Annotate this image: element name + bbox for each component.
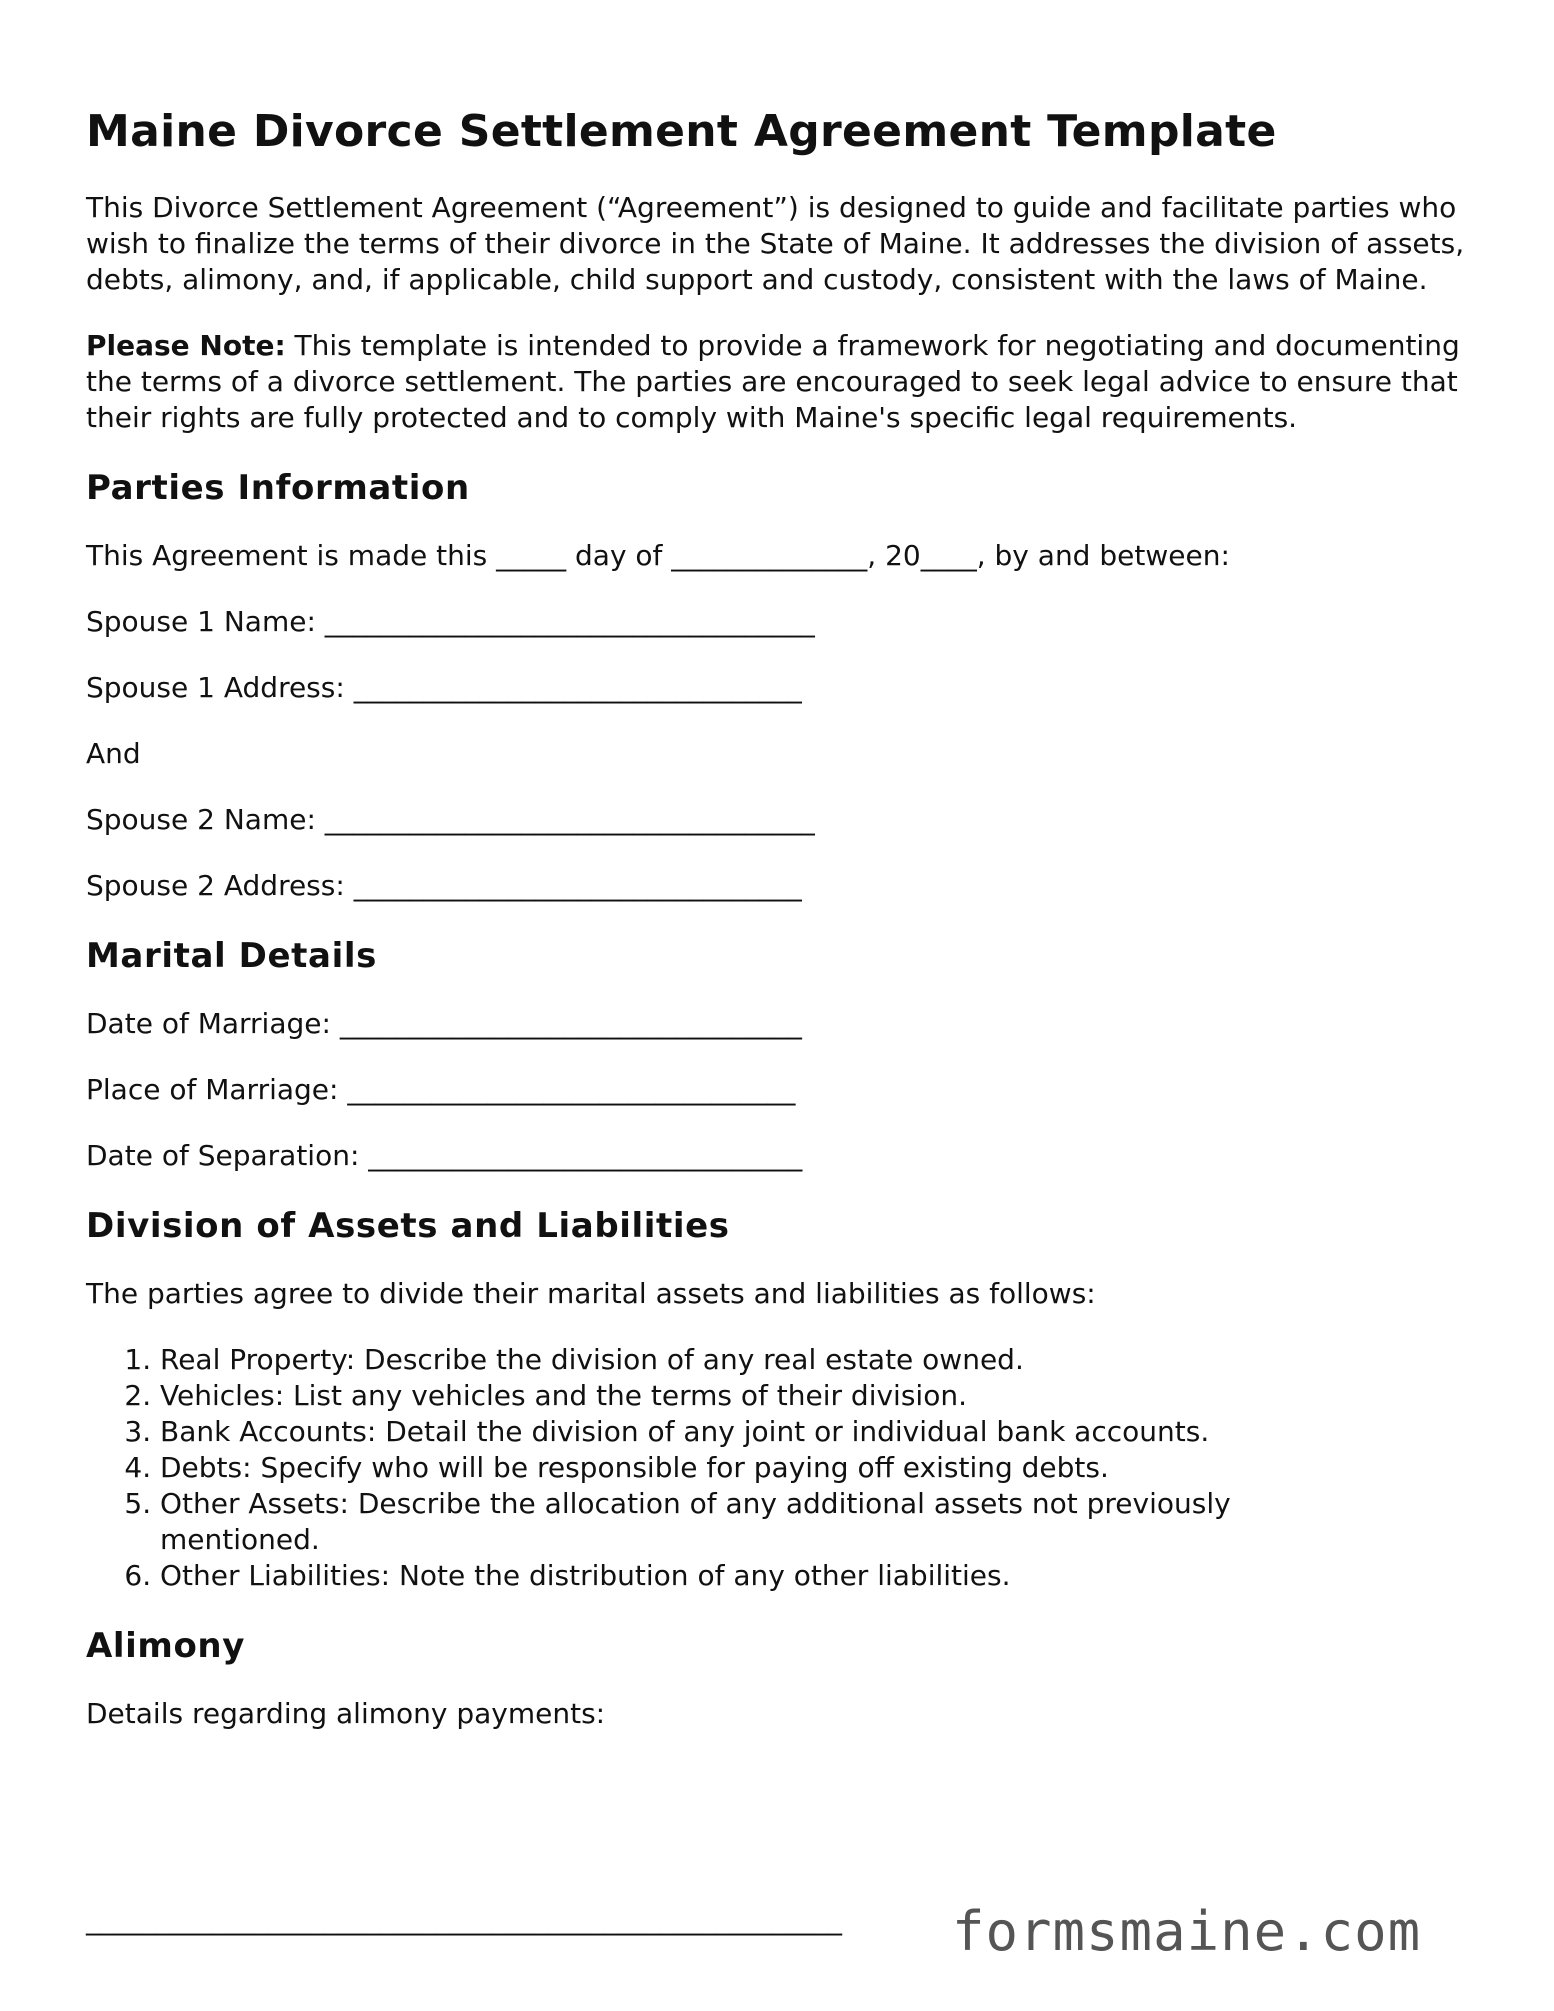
spouse1-address-field: Spouse 1 Address: ________________________________ xyxy=(86,671,802,704)
and-text: And xyxy=(86,737,141,770)
alimony-blank-line: ______________________________________________________ xyxy=(86,1903,842,1936)
division-intro: The parties agree to divide their marital assets and liabilities as follows: xyxy=(86,1277,1096,1310)
list-item: 6. Other Liabilities: Note the distribution of any other liabilities. xyxy=(160,1558,1390,1594)
watermark: formsmaine.com xyxy=(952,1900,1422,1963)
spouse1-name-field: Spouse 1 Name: ___________________________________ xyxy=(86,605,815,638)
list-item: 1. Real Property: Describe the division of any real estate owned. xyxy=(160,1342,1390,1378)
note-paragraph xyxy=(86,328,1466,436)
document-page xyxy=(86,104,1466,1762)
list-item: 3. Bank Accounts: Detail the division of any joint or individual bank accounts. xyxy=(160,1414,1390,1450)
alimony-heading: Alimony xyxy=(86,1626,245,1666)
note-label: Please Note: xyxy=(86,329,286,362)
document-title: Maine Divorce Settlement Agreement Template xyxy=(86,106,1277,157)
list-item: 2. Vehicles: List any vehicles and the terms of their division. xyxy=(160,1378,1390,1414)
agreement-date-line: This Agreement is made this _____ day of ______________, 20____, by and between: xyxy=(86,539,1230,572)
alimony-details-label: Details regarding alimony payments: xyxy=(86,1697,606,1730)
date-of-separation-field: Date of Separation: _______________________________ xyxy=(86,1139,803,1172)
intro-paragraph: This Divorce Settlement Agreement (“Agreement”) is designed to guide and facilitate parties who wish to finalize the terms of their divorce in the State of Maine. It addresses the division of assets, debts, alimony, and, if applicable, child support and custody, consistent with the laws of Maine. xyxy=(86,191,1465,296)
date-of-marriage-field: Date of Marriage: _________________________________ xyxy=(86,1007,802,1040)
list-item: 4. Debts: Specify who will be responsible for paying off existing debts. xyxy=(160,1450,1390,1486)
division-heading: Division of Assets and Liabilities xyxy=(86,1206,730,1246)
list-item: 5. Other Assets: Describe the allocation of any additional assets not previously mentioned. xyxy=(160,1486,1390,1558)
parties-heading: Parties Information xyxy=(86,468,470,508)
place-of-marriage-field: Place of Marriage: ________________________________ xyxy=(86,1073,796,1106)
note-text: This template is intended to provide a framework for negotiating and documenting the terms of a divorce settlement. The parties are encouraged to seek legal advice to ensure that their rights are fully protected and to comply with Maine's specific legal requirements. xyxy=(86,329,1460,434)
spouse2-address-field: Spouse 2 Address: ________________________________ xyxy=(86,869,802,902)
division-list xyxy=(86,1342,1390,1594)
marital-heading: Marital Details xyxy=(86,936,377,976)
spouse2-name-field: Spouse 2 Name: ___________________________________ xyxy=(86,803,815,836)
